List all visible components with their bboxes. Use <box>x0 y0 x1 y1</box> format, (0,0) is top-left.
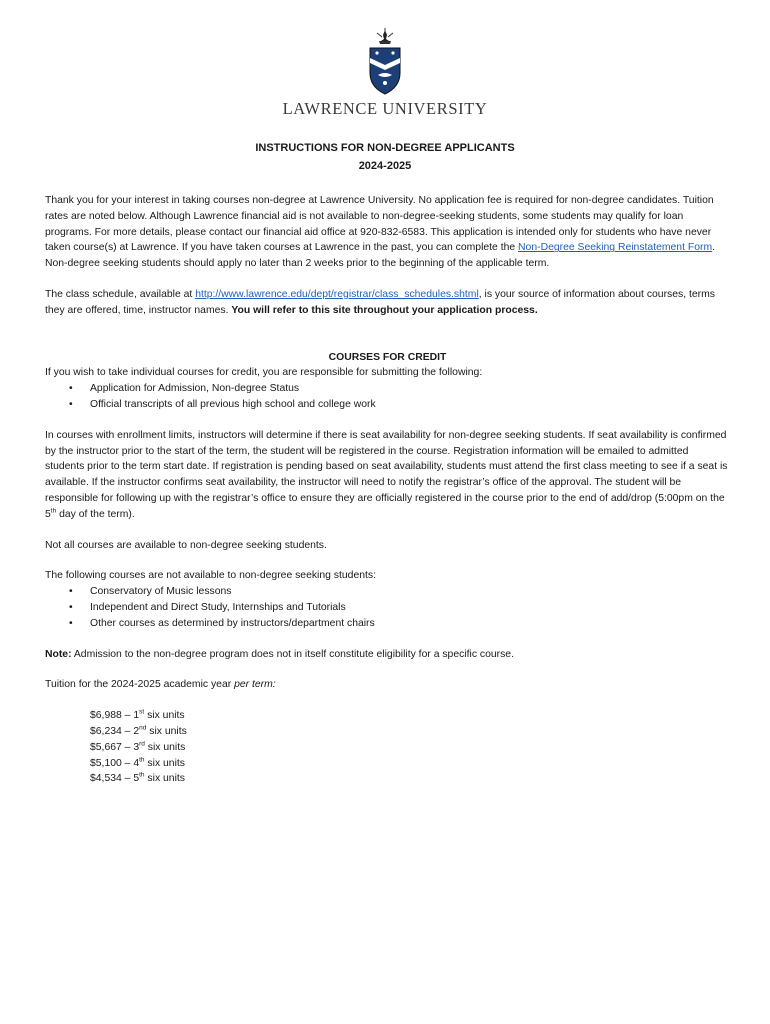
tuition-units: six units <box>144 773 185 785</box>
intro-text-end: . Non-degree seeking students should apply no later than 2 weeks prior to the beginning of the applicable term. <box>45 242 715 270</box>
list-item: • Application for Admission, Non-degree Status <box>45 381 730 397</box>
ordinal-suffix: th <box>139 771 145 779</box>
schedule-paragraph <box>45 287 730 319</box>
tuition-units: six units <box>146 725 187 737</box>
tuition-intro-italic: per term: <box>234 679 276 691</box>
crest-icon <box>367 27 403 97</box>
tuition-units: six units <box>144 710 185 722</box>
intro-paragraph <box>45 193 730 272</box>
document-title <box>0 139 770 175</box>
tuition-row <box>90 708 730 724</box>
tuition-row <box>90 756 730 772</box>
list-item: • Independent and Direct Study, Internships and Tutorials <box>45 600 730 616</box>
title-line: INSTRUCTIONS FOR NON-DEGREE APPLICANTS <box>255 142 515 154</box>
note-text: Admission to the non-degree program does not in itself constitute eligibility for a specific course. <box>71 648 514 660</box>
tuition-row <box>90 724 730 740</box>
availability-note: Not all courses are available to non-degree seeking students. <box>45 539 327 551</box>
tuition-price: $4,534 – 5 <box>90 773 140 785</box>
not-available-intro: The following courses are not available to non-degree seeking students: <box>45 570 376 582</box>
tuition-intro-text: Tuition for the 2024-2025 academic year <box>45 679 235 691</box>
list-item: • Other courses as determined by instructors/department chairs <box>45 616 730 632</box>
list-item: • Conservatory of Music lessons <box>45 584 730 600</box>
required-documents-list <box>45 381 730 413</box>
ordinal-suffix: rd <box>139 740 145 748</box>
list-item: • Official transcripts of all previous high school and college work <box>45 397 730 413</box>
class-schedule-link[interactable]: http://www.lawrence.edu/dept/registrar/class_schedules.shtml <box>195 288 479 300</box>
tuition-price: $5,667 – 3 <box>90 741 140 753</box>
tuition-units: six units <box>144 741 186 753</box>
ordinal-suffix: th <box>50 507 57 515</box>
reinstatement-form-link[interactable]: Non-Degree Seeking Reinstatement Form <box>518 242 713 254</box>
university-logo <box>0 27 770 117</box>
schedule-text: The class schedule, available at <box>45 288 196 300</box>
intro-text: Thank you for your interest in taking courses non-degree at Lawrence University. No application fee is required for non-degree candidates. Tuition rates are noted below. Although Lawrence financial aid is not available to non-degree-seeking students, some students may qualify for loan programs. For more details, please contact our financial aid office at 920-832-6583. This application is intended only for students who have never taken course(s) at Lawrence. If you have taken courses at Lawrence in the past, you can complete the <box>45 195 714 254</box>
tuition-units: six units <box>144 757 185 769</box>
ordinal-suffix: st <box>139 708 145 716</box>
courses-for-credit-heading: COURSES FOR CREDIT <box>328 351 447 363</box>
tuition-price: $5,100 – 4 <box>90 757 140 769</box>
ordinal-suffix: nd <box>139 724 147 732</box>
note-paragraph <box>45 647 730 663</box>
courses-for-credit-intro: If you wish to take individual courses for credit, you are responsible for submitting the following: <box>45 367 483 379</box>
ordinal-suffix: th <box>139 756 145 764</box>
schedule-emphasis: You will refer to this site throughout your application process. <box>231 304 538 316</box>
tuition-row <box>90 740 730 756</box>
title-year: 2024-2025 <box>358 160 412 172</box>
enrollment-text: In courses with enrollment limits, instructors will determine if there is seat availability for non-degree seeking students. If seat availability is confirmed by the instructor prior to the start of the term, the student will be registered in the course. Registration information will be emailed to admitted students prior to the term start date. If registration is pending based on seat availability, students must attend the first class meeting to see if a seat is available. If the instructor confirms seat availability, the instructor will need to notify the registrar’s office of the approval. The student will be responsible for following up with the registrar’s office to ensure they are officially registered in the course prior to the end of add/drop (5:00pm on the 5 <box>45 429 728 520</box>
document-body <box>45 193 730 787</box>
tuition-intro <box>45 677 730 693</box>
enrollment-paragraph <box>45 428 730 523</box>
tuition-price: $6,988 – 1 <box>90 710 140 722</box>
not-available-list <box>45 584 730 631</box>
tuition-price: $6,234 – 2 <box>90 725 140 737</box>
university-wordmark: LAWRENCE UNIVERSITY <box>282 99 488 118</box>
tuition-list <box>45 708 730 787</box>
enrollment-text-end: day of the term). <box>56 508 135 520</box>
schedule-text-end: , is your source of information about courses, terms they are offered, time, instructor names. <box>45 288 715 316</box>
tuition-row <box>90 771 730 787</box>
note-label: Note: <box>45 648 72 660</box>
